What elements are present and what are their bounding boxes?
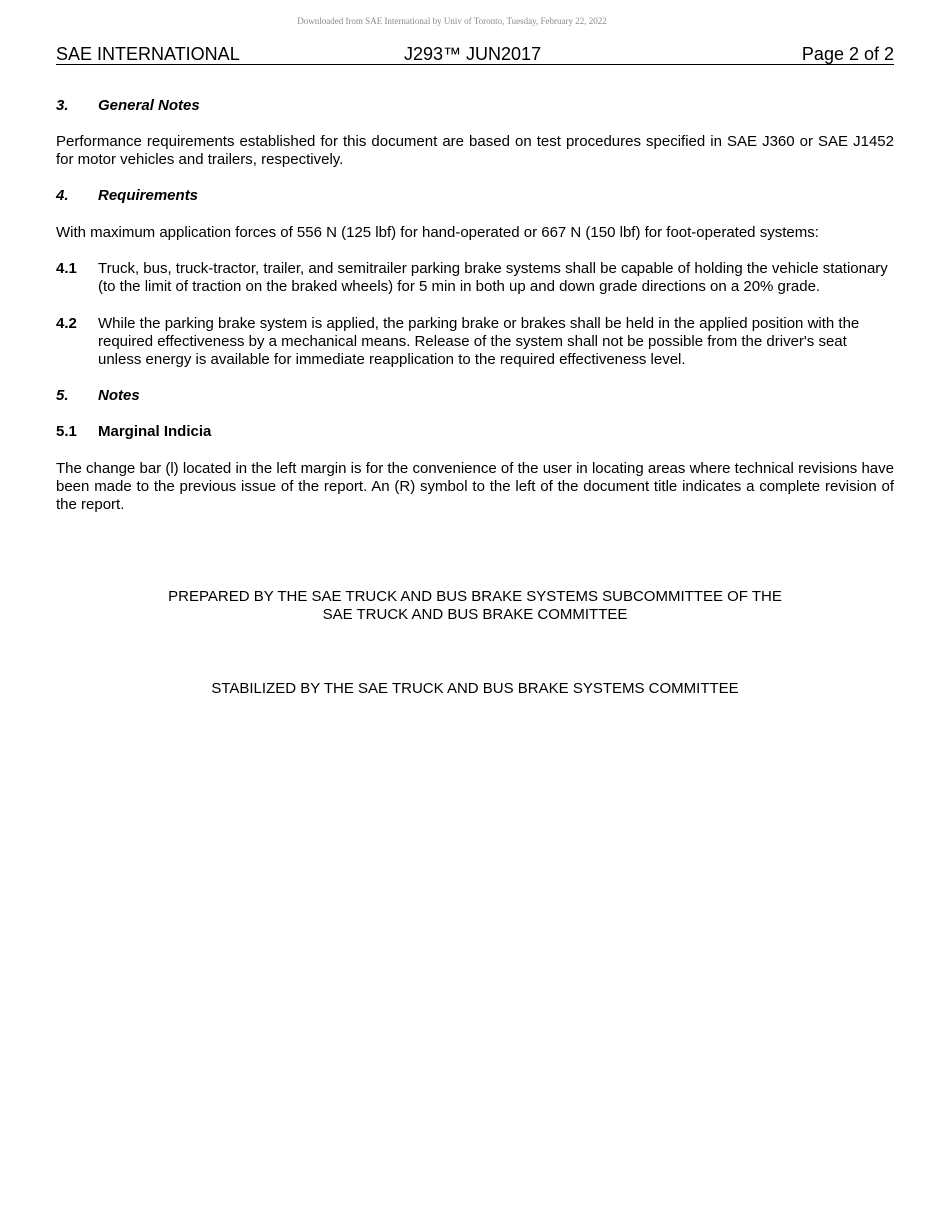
section-number: 4.	[56, 187, 69, 204]
header-org: SAE INTERNATIONAL	[56, 44, 240, 64]
stabilized-by-line: STABILIZED BY THE SAE TRUCK AND BUS BRAKE SYSTEMS COMMITTEE	[211, 680, 739, 697]
section-title: Requirements	[98, 187, 199, 204]
section-heading-notes	[56, 387, 894, 405]
item-text: While the parking brake system is applied, the parking brake or brakes shall be held in the applied position with the required effectiveness by a mechanical means. Release of the system shall not be possible from the driver's seat unless energy is available for immediate reapplication to the required effectiveness level.	[98, 315, 860, 368]
requirement-item	[56, 260, 894, 296]
item-number: 4.1	[56, 260, 77, 277]
page-header	[56, 44, 894, 65]
download-watermark: Downloaded from SAE International by Univ of Toronto, Tuesday, February 22, 2022	[297, 16, 607, 26]
general-notes-paragraph: Performance requirements established for this document are based on test procedures specified in SAE J360 or SAE J1452 for motor vehicles and trailers, respectively.	[56, 133, 894, 168]
requirement-item	[56, 315, 894, 369]
section-number: 5.	[56, 387, 69, 404]
item-number: 4.2	[56, 315, 77, 332]
section-heading-requirements	[56, 187, 894, 205]
header-page-number: Page 2 of 2	[801, 44, 894, 64]
requirements-intro: With maximum application forces of 556 N (125 lbf) for hand-operated or 667 N (150 lbf) for foot-operated systems:	[56, 224, 819, 241]
prepared-by-line-1: PREPARED BY THE SAE TRUCK AND BUS BRAKE SYSTEMS SUBCOMMITTEE OF THE	[168, 588, 782, 605]
section-title: Notes	[98, 387, 140, 404]
section-number: 3.	[56, 97, 69, 114]
subsection-number: 5.1	[56, 423, 77, 440]
subsection-heading-marginal-indicia	[56, 423, 894, 441]
section-title: General Notes	[98, 97, 200, 114]
marginal-indicia-paragraph: The change bar (l) located in the left margin is for the convenience of the user in locating areas where technical revisions have been made to the previous issue of the report. An (R) symbol to the left of the document title indicates a complete revision of the report.	[56, 460, 894, 513]
prepared-by-block	[56, 588, 894, 624]
section-heading-general-notes	[56, 97, 894, 115]
header-doc-id: J293™ JUN2017	[404, 44, 542, 64]
subsection-title: Marginal Indicia	[98, 423, 212, 440]
item-text: Truck, bus, truck-tractor, trailer, and semitrailer parking brake systems shall be capable of holding the vehicle stationary (to the limit of traction on the braked wheels) for 5 min in both up and down grade directions on a 20% grade.	[98, 260, 888, 295]
prepared-by-line-2: SAE TRUCK AND BUS BRAKE COMMITTEE	[322, 606, 628, 623]
document-body	[56, 97, 894, 514]
